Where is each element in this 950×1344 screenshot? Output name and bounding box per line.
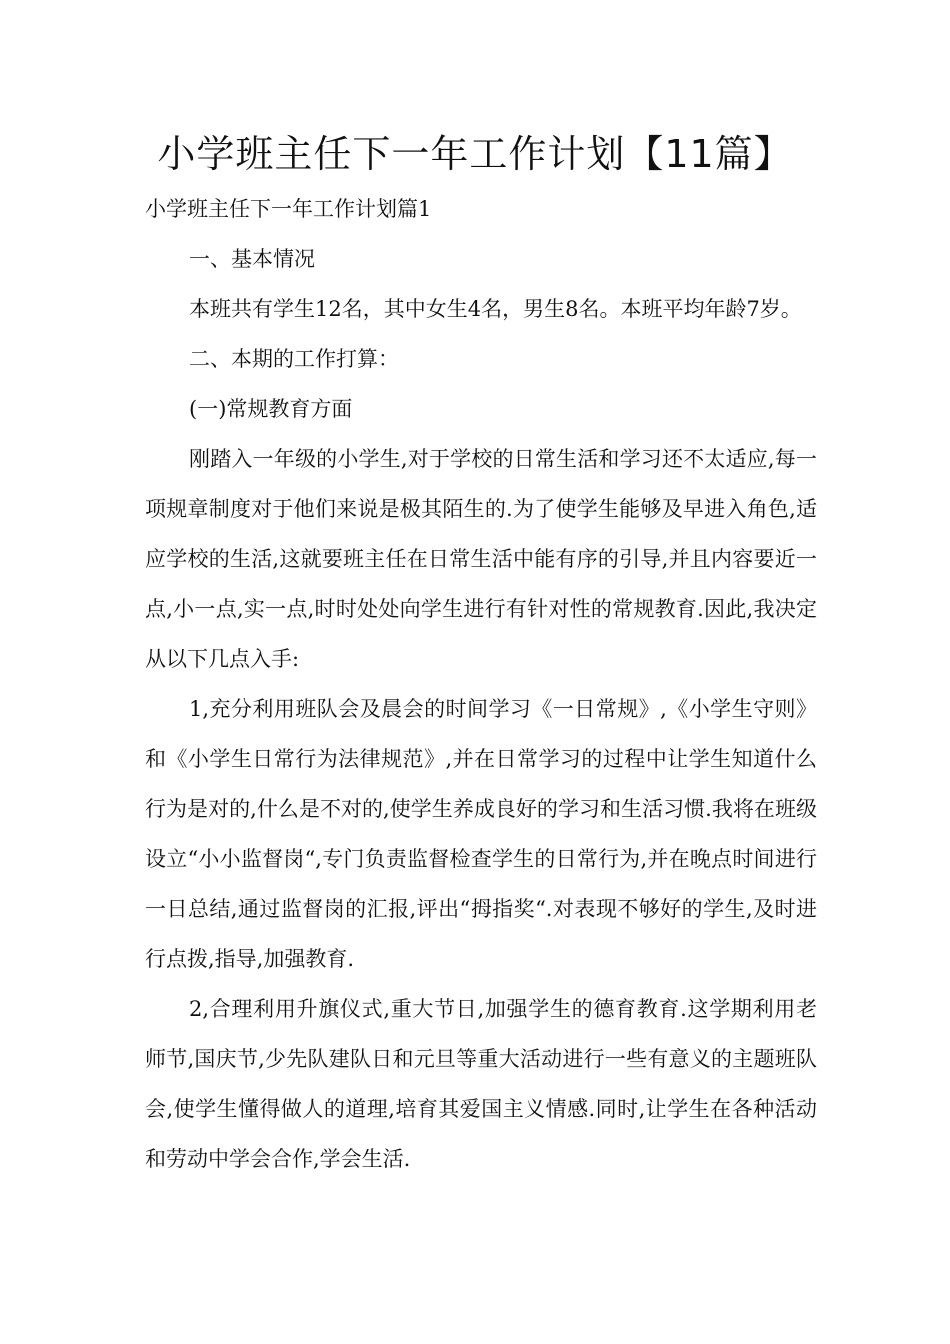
paragraph-routine-intro: 刚踏入一年级的小学生,对于学校的日常生活和学习还不太适应,每一项规章制度对于他们来说是极其陌生的.为了使学生能够及早进入角色,适应学校的生活,这就要班主任在日常生活中能有序的引导,并且内容要近一点,小一点,实一点,时时处处向学生进行有针对性的常规教育.因此,我决定从以下几点入手: xyxy=(145,447,817,671)
paragraph-item-2: 2,合理利用升旗仪式,重大节日,加强学生的德育教育.这学期利用老师节,国庆节,少先队建队日和元旦等重大活动进行一些有意义的主题班队会,使学生懂得做人的道理,培育其爱国主义情感.同时,让学生在各种活动和劳动中学会合作,学会生活. xyxy=(145,997,817,1171)
paragraph-class-info: 本班共有学生12名，其中女生4名，男生8名。本班平均年龄7岁。 xyxy=(189,297,802,321)
paragraph-item-1: 1,充分利用班队会及晨会的时间学习《一日常规》,《小学生守则》和《小学生日常行为法律规范》,并在日常学习的过程中让学生知道什么行为是对的,什么是不对的,使学生养成良好的学习和生活习惯.我将在班级设立“小小监督岗“,专门负责监督检查学生的日常行为,并在晚点时间进行一日总结,通过监督岗的汇报,评出“拇指奖“.对表现不够好的学生,及时进行点拨,指导,加强教育. xyxy=(145,697,817,971)
section-heading: 小学班主任下一年工作计划篇1 xyxy=(145,197,432,221)
document-title: 小学班主任下一年工作计划【11篇】 xyxy=(157,132,793,176)
subheading-basic-info: 一、基本情况 xyxy=(189,247,315,271)
subheading-routine-education: (一)常规教育方面 xyxy=(189,397,353,421)
document-body xyxy=(145,184,817,1184)
subheading-work-plan: 二、本期的工作打算： xyxy=(189,347,399,371)
